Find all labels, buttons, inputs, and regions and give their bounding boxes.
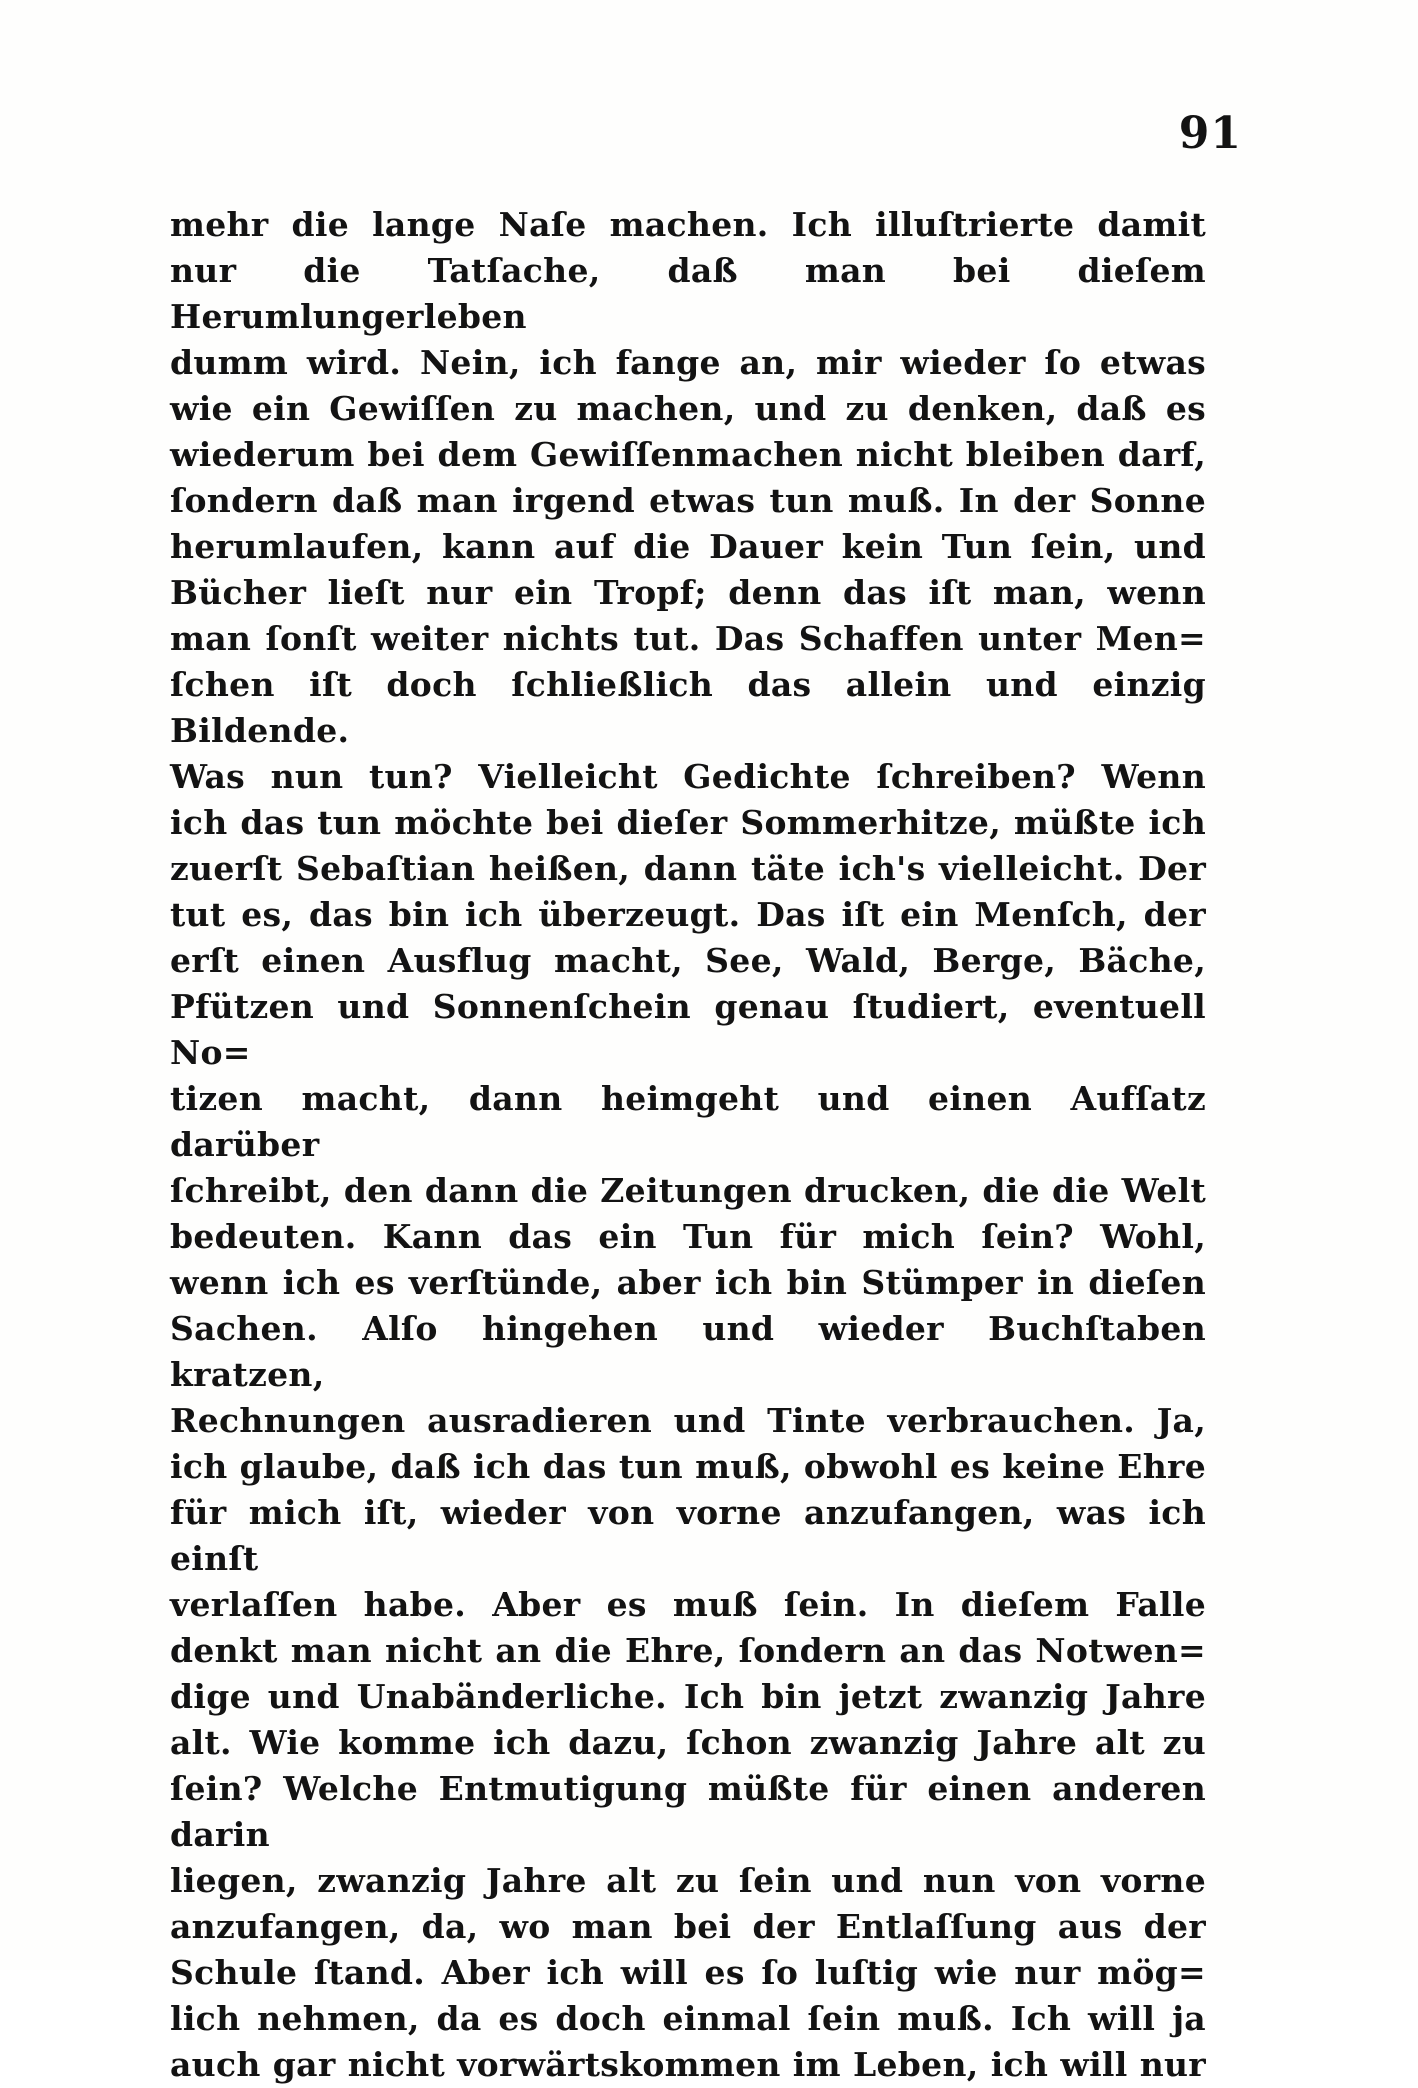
text-line: lich nehmen, da es doch einmal ſein muß. Ich will ja (170, 1999, 1206, 2038)
text-block (170, 202, 1206, 2088)
text-line: Schule ſtand. Aber ich will es ſo luſtig wie nur mög= (170, 1953, 1206, 1992)
text-line: wiederum bei dem Gewiſſenmachen nicht bleiben darf, (170, 435, 1206, 474)
text-line: mehr die lange Naſe machen. Ich illuſtrierte damit (170, 205, 1206, 244)
text-line: ſein? Welche Entmutigung müßte für einen anderen darin (170, 1769, 1206, 1854)
text-line: tizen macht, dann heimgeht und einen Aufſatz darüber (170, 1079, 1206, 1164)
text-line: wenn ich es verſtünde, aber ich bin Stümper in dieſen (170, 1263, 1206, 1302)
text-line: für mich iſt, wieder von vorne anzufangen, was ich einſt (170, 1493, 1206, 1578)
text-line: bedeuten. Kann das ein Tun für mich ſein? Wohl, (170, 1217, 1206, 1256)
text-line: ich das tun möchte bei dieſer Sommerhitze, müßte ich (170, 803, 1206, 842)
text-line: ich glaube, daß ich das tun muß, obwohl es keine Ehre (170, 1447, 1206, 1486)
text-line: Rechnungen ausradieren und Tinte verbrauchen. Ja, (170, 1401, 1206, 1440)
text-line: dige und Unabänderliche. Ich bin jetzt zwanzig Jahre (170, 1677, 1206, 1716)
text-line: man ſonſt weiter nichts tut. Das Schaffen unter Men= (170, 619, 1206, 658)
text-line: auch gar nicht vorwärtskommen im Leben, ich will nur (170, 2045, 1206, 2084)
text-line: dumm wird. Nein, ich fange an, mir wieder ſo etwas (170, 343, 1206, 382)
text-line: herumlaufen, kann auf die Dauer kein Tun ſein, und (170, 527, 1206, 566)
text-line: verlaſſen habe. Aber es muß ſein. In dieſem Falle (170, 1585, 1206, 1624)
text-line: Bücher lieſt nur ein Tropf; denn das iſt man, wenn (170, 573, 1206, 612)
text-line: Pfützen und Sonnenſchein genau ſtudiert, eventuell No= (170, 987, 1206, 1072)
text-line: liegen, zwanzig Jahre alt zu ſein und nun von vorne (170, 1861, 1206, 1900)
text-line: anzufangen, da, wo man bei der Entlaſſung aus der (170, 1907, 1206, 1946)
text-line: ſchreibt, den dann die Zeitungen drucken, die die Welt (170, 1171, 1206, 1210)
text-line: alt. Wie komme ich dazu, ſchon zwanzig Jahre alt zu (170, 1723, 1206, 1762)
text-line: denkt man nicht an die Ehre, ſondern an das Notwen= (170, 1631, 1206, 1670)
text-line: ſondern daß man irgend etwas tun muß. In der Sonne (170, 481, 1206, 520)
text-line: ſchen iſt doch ſchließlich das allein und einzig Bildende. (170, 665, 1206, 750)
text-line: zuerſt Sebaſtian heißen, dann täte ich's vielleicht. Der (170, 849, 1206, 888)
text-line: erſt einen Ausflug macht, See, Wald, Berge, Bäche, (170, 941, 1206, 980)
text-line: Was nun tun? Vielleicht Gedichte ſchreiben? Wenn (170, 757, 1206, 796)
text-line: nur die Tatſache, daß man bei dieſem Herumlungerleben (170, 251, 1206, 336)
page-number: 91 (1178, 108, 1242, 159)
text-line: wie ein Gewiſſen zu machen, und zu denken, daß es (170, 389, 1206, 428)
text-line: tut es, das bin ich überzeugt. Das iſt ein Menſch, der (170, 895, 1206, 934)
text-line: Sachen. Alſo hingehen und wieder Buchſtaben kratzen, (170, 1309, 1206, 1394)
